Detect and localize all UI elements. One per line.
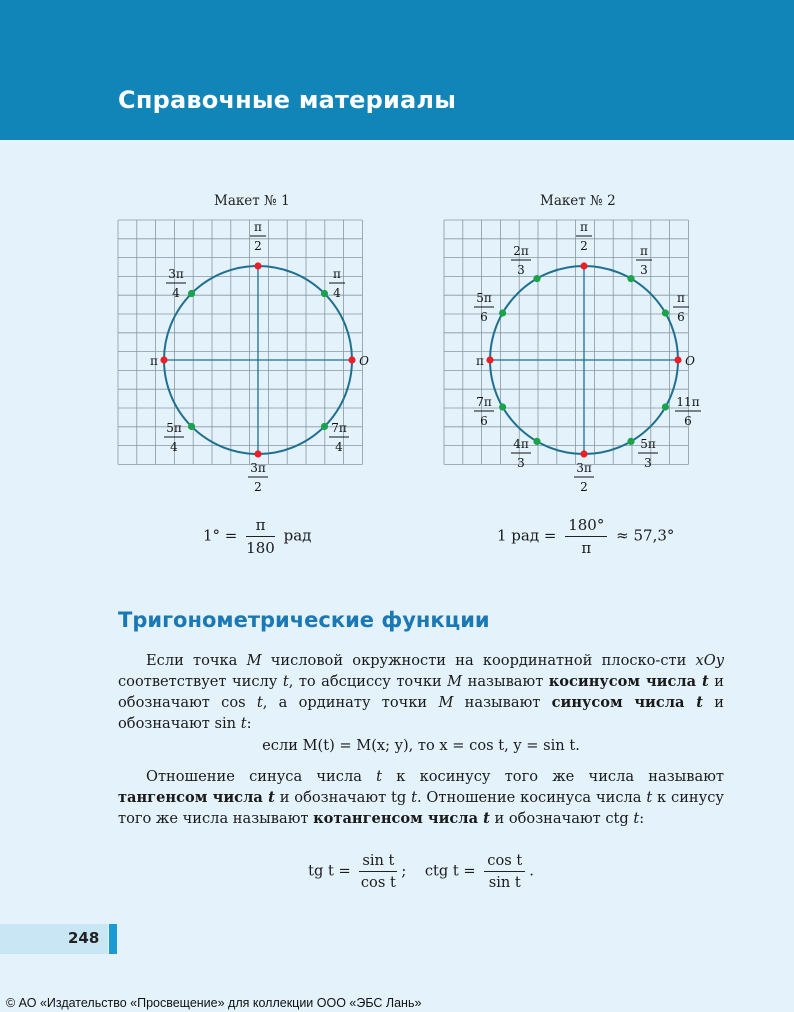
circle-point bbox=[499, 309, 506, 316]
m1-label-top-den: 2 bbox=[254, 239, 262, 253]
maket1-title: Макет № 1 bbox=[214, 193, 290, 209]
m2-label-a60-den: 3 bbox=[640, 263, 648, 277]
m2-label-a30-num: π bbox=[677, 291, 685, 305]
circle-point bbox=[486, 356, 493, 363]
page-marker bbox=[109, 924, 117, 954]
m2-label-bottom-num: 3π bbox=[576, 461, 592, 475]
paragraph-tangent: Отношение синуса числа t к косинусу того же числа называют тангенсом числа t и обозначают tg t. Отношение косинуса числа t к синусу того же числа называют котангенсом числа t и обозначают ctg t: bbox=[118, 768, 724, 827]
paragraph-definitions: Если точка M числовой окружности на координатной плоско-сти xOy соответствует числу t, то абсциссу точки M называют косинусом числа t и обозначают cos t, а ординату точки M называют синусом числа t и обозначают sin t: bbox=[118, 652, 724, 732]
circle-point bbox=[662, 309, 669, 316]
m1-label-q1-num: π bbox=[333, 267, 341, 281]
degree-formula bbox=[203, 516, 311, 557]
m2-label-left: π bbox=[476, 354, 484, 368]
m1-label-q2-den: 4 bbox=[172, 286, 180, 300]
m2-label-top-den: 2 bbox=[580, 239, 588, 253]
m2-label-bottom-den: 2 bbox=[580, 480, 588, 494]
tg-fraction: $\frac{\text{sin t}}{\text{cos t}}$ bbox=[360, 852, 396, 891]
m2-label-a150-num: 5π bbox=[476, 291, 492, 305]
header-bar bbox=[0, 0, 794, 140]
tg-ctg-formula: tg t = $\frac{\text{sin t}}{\text{cos t}}$ ; ctg t = $\frac{\text{cos t}}{\text{sin t}}$ . bbox=[308, 852, 534, 891]
radian-formula-den: π bbox=[581, 539, 592, 557]
circle-point bbox=[627, 438, 634, 445]
circle-point bbox=[674, 356, 681, 363]
copyright-notice: © АО «Издательство «Просвещение» для коллекции ООО «ЭБС Лань» bbox=[6, 996, 422, 1010]
m2-label-a30-den: 6 bbox=[677, 310, 685, 324]
m2-label-a330-den: 6 bbox=[684, 414, 692, 428]
m2-label-top-num: π bbox=[580, 220, 588, 234]
m1-label-q1-den: 4 bbox=[333, 286, 341, 300]
degree-formula-rhs: рад bbox=[283, 526, 312, 545]
m1-label-q3-den: 4 bbox=[170, 440, 178, 454]
m1-label-bottom-den: 2 bbox=[254, 480, 262, 494]
m2-label-a60-num: π bbox=[640, 244, 648, 258]
m1-label-left: π bbox=[150, 354, 158, 368]
m2-label-right: O bbox=[685, 354, 695, 368]
m2-label-a120-den: 3 bbox=[517, 263, 525, 277]
unit-circle-maket1 bbox=[116, 218, 374, 502]
coordinate-equation: если M(t) = M(x; y), то x = cos t, y = sin t. bbox=[262, 737, 580, 754]
degree-formula-lhs: 1° = bbox=[203, 526, 238, 545]
page-title: Справочные материалы bbox=[118, 86, 457, 114]
unit-circle-maket2 bbox=[442, 218, 700, 502]
radian-formula-fraction bbox=[565, 516, 607, 557]
circle-point bbox=[254, 262, 261, 269]
m2-label-a150-den: 6 bbox=[480, 310, 488, 324]
circle-point bbox=[254, 450, 261, 457]
circle-point bbox=[580, 450, 587, 457]
circle-point bbox=[499, 403, 506, 410]
circle-point bbox=[321, 423, 328, 430]
ctg-fraction: $\frac{\text{cos t}}{\text{sin t}}$ bbox=[484, 852, 525, 891]
m1-label-q4-num: 7π bbox=[331, 421, 347, 435]
circle-point bbox=[188, 423, 195, 430]
radian-formula-rhs: ≈ 57,3° bbox=[616, 526, 675, 545]
radian-formula-lhs: 1 рад = bbox=[497, 526, 557, 545]
m2-label-a240-num: 4π bbox=[513, 437, 529, 451]
m1-label-q4-den: 4 bbox=[335, 440, 343, 454]
degree-formula-fraction bbox=[246, 516, 275, 557]
circle-point bbox=[321, 290, 328, 297]
m2-label-a330-num: 11π bbox=[676, 395, 700, 409]
m2-label-a210-den: 6 bbox=[480, 414, 488, 428]
degree-formula-num: π bbox=[246, 516, 275, 537]
m2-label-a300-num: 5π bbox=[640, 437, 656, 451]
circle-point bbox=[580, 262, 587, 269]
m1-label-top-num: π bbox=[254, 220, 262, 234]
radian-formula bbox=[497, 516, 674, 557]
circle-point bbox=[533, 275, 540, 282]
circle-point bbox=[188, 290, 195, 297]
m1-label-right: O bbox=[359, 354, 369, 368]
m1-label-bottom-num: 3π bbox=[250, 461, 266, 475]
page-number: 248 bbox=[68, 929, 100, 947]
section-title: Тригонометрические функции bbox=[118, 608, 490, 632]
m2-label-a210-num: 7π bbox=[476, 395, 492, 409]
m2-label-a240-den: 3 bbox=[517, 456, 525, 470]
circle-point bbox=[160, 356, 167, 363]
m2-label-a120-num: 2π bbox=[513, 244, 529, 258]
degree-formula-den: 180 bbox=[246, 539, 275, 557]
m1-label-q2-num: 3π bbox=[168, 267, 184, 281]
m1-label-q3-num: 5π bbox=[166, 421, 182, 435]
circle-point bbox=[348, 356, 355, 363]
m2-label-a300-den: 3 bbox=[644, 456, 652, 470]
circle-point bbox=[627, 275, 634, 282]
circle-point bbox=[662, 403, 669, 410]
maket2-title: Макет № 2 bbox=[540, 193, 616, 209]
circle-point bbox=[533, 438, 540, 445]
radian-formula-num: 180° bbox=[565, 516, 607, 537]
